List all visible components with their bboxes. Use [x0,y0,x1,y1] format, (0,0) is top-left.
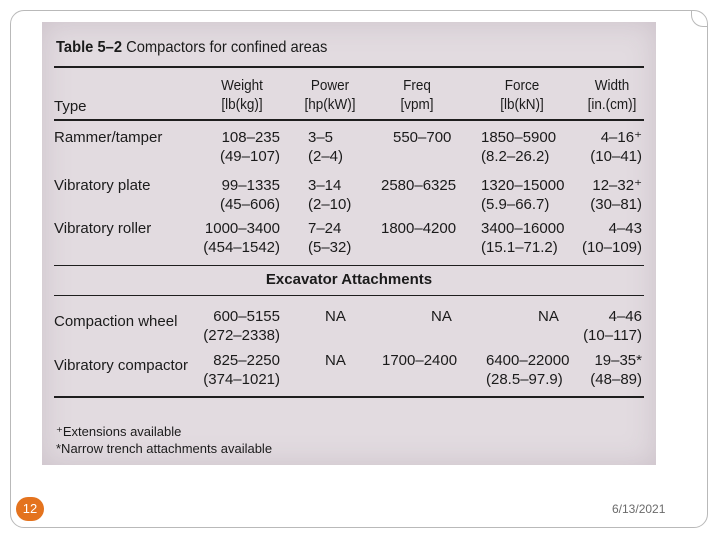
row-power: 3–14 (2–10) [308,177,352,213]
row-power: 7–24 (5–32) [308,220,352,256]
section-rule-top [54,265,644,266]
row-type: Vibratory plate [54,177,151,194]
attachment-row-weight: 825–2250 (374–1021) [203,352,280,388]
attachment-row-type: Vibratory compactor [54,357,188,374]
slide-number-badge: 12 [16,497,44,521]
row-freq: 550–700 [393,129,452,146]
header-width: Width [in.(cm)] [587,77,637,113]
header-weight: Weight [lb(kg)] [221,77,263,113]
section-title: Excavator Attachments [265,271,433,288]
attachment-row-width: 4–46 (10–117) [583,308,642,344]
row-type: Rammer/tamper [54,129,163,146]
slide-date: 6/13/2021 [612,502,666,516]
header-force: Force [lb(kN)] [500,77,544,113]
row-force: 1850–5900 (8.2–26.2) [481,129,557,165]
table-number: Table 5–2 [56,39,123,56]
row-force: 1320–15000 (5.9–66.7) [481,177,565,213]
attachment-row-freq: 1700–2400 [382,352,458,369]
footnote-extensions: ⁺Extensions available [56,424,182,439]
attachment-row-width: 19–35* (48–89) [590,352,642,388]
attachment-row-power: NA [325,352,346,369]
row-weight: 1000–3400 (454–1542) [203,220,280,256]
row-weight: 99–1335 (45–606) [219,177,280,213]
row-type: Vibratory roller [54,220,152,237]
header-freq: Freq [vpm] [400,77,434,113]
table-bottom-rule [54,396,644,398]
footnote-narrow-trench: *Narrow trench attachments available [56,441,273,456]
table-title [56,39,327,57]
attachment-row-force: NA [538,308,559,325]
header-power: Power [hp(kW)] [304,77,356,113]
attachment-row-weight: 600–5155 (272–2338) [203,308,280,344]
row-weight: 108–235 (49–107) [219,129,280,165]
row-force: 3400–16000 (15.1–71.2) [481,220,565,256]
row-power: 3–5 (2–4) [308,129,344,165]
scanned-table-image [42,22,656,465]
row-width: 4–43 (10–109) [581,220,642,256]
table-caption: Compactors for confined areas [126,39,328,56]
section-rule-bottom [54,295,644,296]
row-freq: 1800–4200 [381,220,457,237]
row-width: 4–16⁺ (10–41) [590,129,642,165]
attachment-row-force: 6400–22000 (28.5–97.9) [486,352,570,388]
attachment-row-power: NA [325,308,346,325]
header-type: Type [54,98,87,115]
row-freq: 2580–6325 [381,177,457,194]
title-rule [54,66,644,68]
attachment-row-freq: NA [431,308,452,325]
attachment-row-type: Compaction wheel [54,313,178,330]
header-rule [54,119,644,121]
row-width: 12–32⁺ (30–81) [590,177,642,213]
